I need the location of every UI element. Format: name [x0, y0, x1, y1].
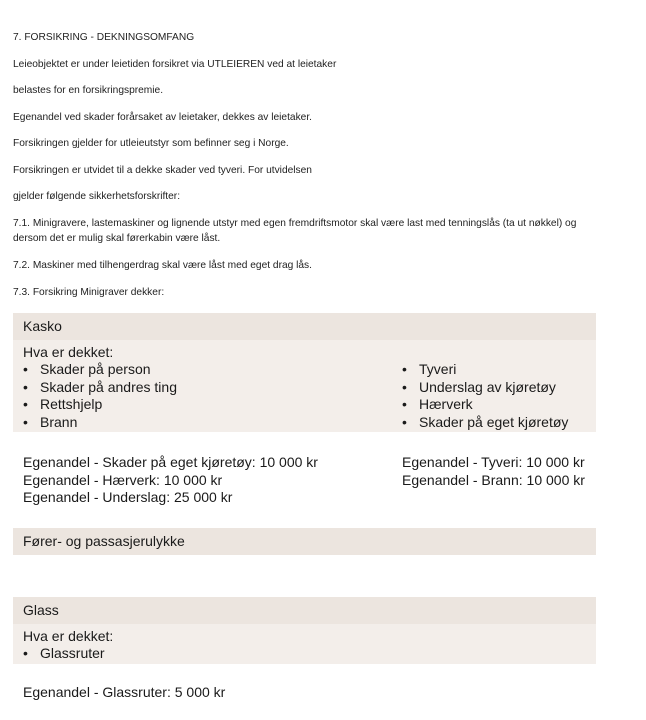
list-item: • Brann [23, 414, 177, 432]
kasko-deductibles-left [23, 454, 318, 507]
kasko-right-list [402, 361, 568, 431]
list-item: • Underslag av kjøretøy [402, 379, 568, 397]
clause-7-3: 7.3. Forsikring Minigraver dekker: [13, 287, 165, 298]
paragraph-3: Egenandel ved skader forårsaket av leietaker, dekkes av leietaker. [13, 112, 313, 123]
glass-covered-label: Hva er dekket: [23, 628, 114, 644]
paragraph-2: belastes for en forsikringspremie. [13, 85, 164, 96]
paragraph-4: Forsikringen gjelder for utleieutstyr som befinner seg i Norge. [13, 138, 289, 149]
list-item: • Skader på eget kjøretøy [402, 414, 568, 432]
kasko-header: Kasko [13, 313, 596, 340]
forer-header: Fører- og passasjerulykke [13, 528, 596, 555]
list-item: • Tyveri [402, 361, 568, 379]
glass-list [23, 645, 105, 663]
glass-deductible: Egenandel - Glassruter: 5 000 kr [23, 684, 226, 700]
list-item: • Hærverk [402, 396, 568, 414]
deductible-row: Egenandel - Tyveri: 10 000 kr [402, 454, 585, 470]
clause-7-1: 7.1. Minigravere, lastemaskiner og lignende utstyr med egen fremdriftsmotor skal være last med tenningslås (ta ut nøkkel) og dersom det er mulig skal førerkabin være låst. [13, 218, 577, 244]
kasko-left-list [23, 361, 177, 431]
section-heading: 7. FORSIKRING - DEKNINGSOMFANG [13, 32, 195, 43]
paragraph-6: gjelder følgende sikkerhetsforskrifter: [13, 191, 181, 202]
list-item: • Skader på andres ting [23, 379, 177, 397]
list-item: • Skader på person [23, 361, 177, 379]
glass-header: Glass [13, 597, 596, 624]
paragraph-1: Leieobjektet er under leietiden forsikret via UTLEIEREN ved at leietaker [13, 59, 337, 70]
deductible-row: Egenandel - Brann: 10 000 kr [402, 471, 585, 488]
kasko-deductibles-right [402, 454, 585, 489]
list-item: • Rettshjelp [23, 396, 177, 414]
kasko-covered-label: Hva er dekket: [23, 344, 114, 360]
clause-7-2: 7.2. Maskiner med tilhengerdrag skal være låst med eget drag lås. [13, 260, 312, 271]
deductible-row: Egenandel - Underslag: 25 000 kr [23, 489, 233, 505]
paragraph-5: Forsikringen er utvidet til a dekke skader ved tyveri. For utvidelsen [13, 165, 312, 176]
deductible-row: Egenandel - Hærverk: 10 000 kr [23, 471, 223, 488]
list-item: • Glassruter [23, 645, 105, 663]
deductible-row: Egenandel - Skader på eget kjøretøy: 10 000 kr [23, 454, 318, 470]
